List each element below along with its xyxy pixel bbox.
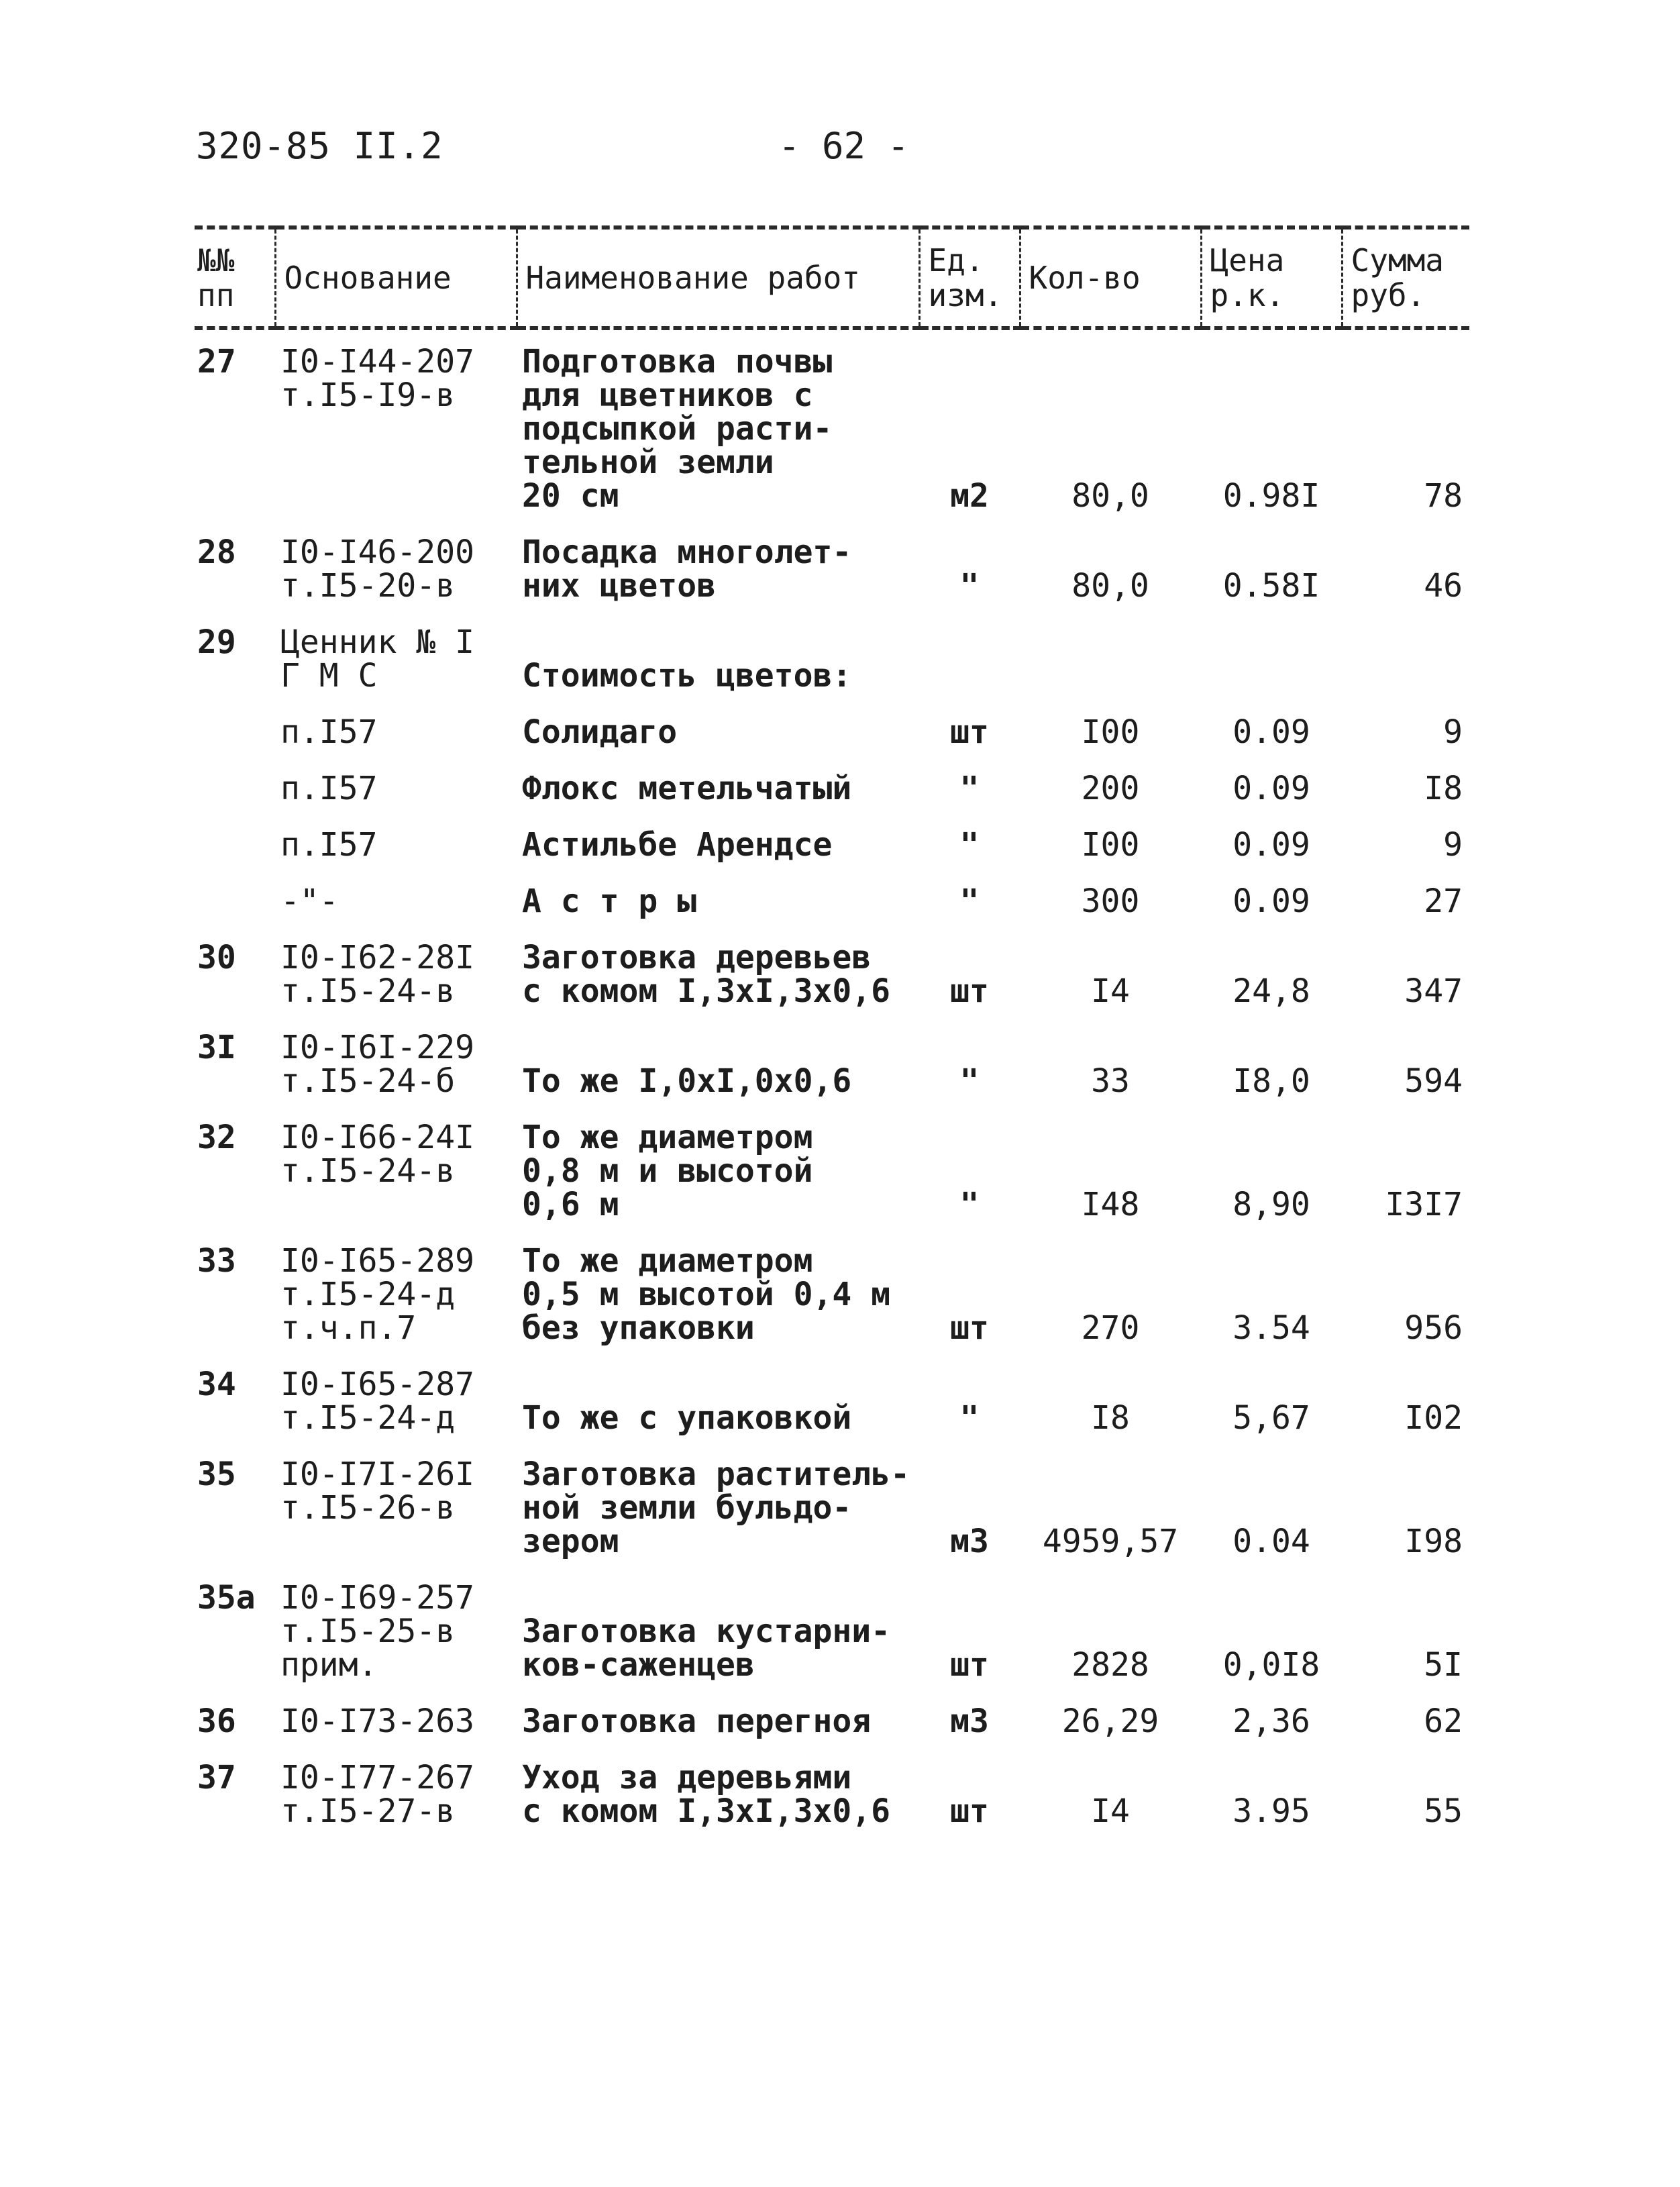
cell-unit: м3 [950, 1702, 989, 1740]
cell-sum: 5I [1424, 1646, 1463, 1684]
cell-basis [275, 1443, 517, 1566]
name-line: То же с упаковкой [522, 1399, 852, 1437]
cell-name [517, 870, 919, 926]
cell-num: 35 [197, 1456, 236, 1493]
column-header-name: Наименование работ [517, 227, 919, 328]
cell-sum: 9 [1443, 826, 1463, 864]
name-line: То же I,0xI,0x0,6 [522, 1062, 852, 1100]
cell-price: 0.09 [1232, 826, 1310, 864]
basis-line: т.I5-24-б [280, 1062, 456, 1100]
basis-line: т.I5-25-в [280, 1613, 456, 1650]
cell-num: 35а [197, 1579, 256, 1617]
name-line: 20 см [522, 477, 619, 515]
cell-basis [275, 926, 517, 1016]
name-line: ной земли бульдо- [522, 1489, 852, 1527]
basis-line: прим. [280, 1646, 378, 1684]
basis-line: I0-I65-289 [280, 1242, 474, 1280]
name-line: подсыпкой расти- [522, 410, 833, 448]
table-row [195, 1353, 1469, 1443]
table-header-row [195, 227, 1469, 328]
cell-num [195, 870, 275, 926]
basis-line: I0-I6I-229 [280, 1029, 474, 1066]
cell-unit: шт [950, 1309, 989, 1347]
name-line: Флокс метельчатый [522, 770, 852, 807]
page-number: - 62 - [778, 125, 910, 167]
table-row [195, 926, 1469, 1016]
cell-name [517, 1746, 919, 1836]
cell-unit: " [959, 882, 980, 920]
table-body [195, 328, 1469, 1836]
cell-price: 24,8 [1232, 972, 1310, 1010]
cell-price: 0.09 [1232, 770, 1310, 807]
column-header-num: №№ пп [195, 227, 275, 328]
basis-line: п.I57 [280, 770, 378, 807]
table-row [195, 328, 1469, 521]
table-row [195, 1016, 1469, 1106]
cell-qty: 80,0 [1071, 567, 1149, 605]
cell-num [195, 757, 275, 813]
column-header-basis: Основание [275, 227, 517, 328]
cell-unit: " [959, 826, 980, 864]
cell-price: 0.09 [1232, 713, 1310, 751]
name-line: тельной земли [522, 444, 774, 481]
name-line: ков-саженцев [522, 1646, 755, 1684]
basis-line: т.I5-26-в [280, 1489, 456, 1527]
cell-price: 0,0I8 [1222, 1646, 1320, 1684]
cell-qty: I8 [1091, 1399, 1130, 1437]
cell-sum: 594 [1404, 1062, 1463, 1100]
name-line: Заготовка перегноя [522, 1702, 872, 1740]
cell-sum: 46 [1424, 567, 1463, 605]
cell-sum: I98 [1404, 1523, 1463, 1560]
cell-name [517, 701, 919, 757]
cell-name [517, 926, 919, 1016]
cell-price: 0.09 [1232, 882, 1310, 920]
name-line: Заготовка кустарни- [522, 1613, 891, 1650]
column-header-unit: Ед. изм. [919, 227, 1020, 328]
table-header [195, 227, 1469, 328]
cell-num: 33 [197, 1242, 236, 1280]
cell-sum: 62 [1424, 1702, 1463, 1740]
cell-name [517, 1443, 919, 1566]
cell-qty: 300 [1081, 882, 1140, 920]
cell-qty: I4 [1091, 972, 1130, 1010]
cell-name [517, 521, 919, 611]
basis-line: т.I5-24-д [280, 1276, 456, 1313]
name-line: Солидаго [522, 713, 678, 751]
basis-line: I0-I44-207 [280, 343, 474, 380]
cell-name [517, 611, 919, 701]
cell-qty: 2828 [1071, 1646, 1149, 1684]
table-row [195, 813, 1469, 870]
cell-basis [275, 1746, 517, 1836]
table-row [195, 1229, 1469, 1353]
basis-line: I0-I62-28I [280, 939, 474, 976]
cell-basis [275, 870, 517, 926]
cell-qty: I4 [1091, 1792, 1130, 1830]
cell-price: I8,0 [1232, 1062, 1310, 1100]
cell-num [195, 701, 275, 757]
cell-basis [275, 1566, 517, 1690]
cell-name [517, 757, 919, 813]
basis-line: п.I57 [280, 713, 378, 751]
cell-basis [275, 757, 517, 813]
cell-unit: м3 [950, 1523, 989, 1560]
basis-line: -"- [280, 882, 339, 920]
name-line: для цветников с [522, 376, 813, 414]
cell-unit: шт [950, 972, 989, 1010]
column-header-sum: Сумма руб. [1342, 227, 1469, 328]
cell-unit: " [959, 567, 980, 605]
basis-line: I0-I66-24I [280, 1119, 474, 1156]
cell-sum: 78 [1424, 477, 1463, 515]
cell-name [517, 813, 919, 870]
cell-qty: 26,29 [1061, 1702, 1159, 1740]
cell-unit: шт [950, 1646, 989, 1684]
name-line: зером [522, 1523, 619, 1560]
cell-basis [275, 1690, 517, 1746]
name-line: 0,8 м и высотой [522, 1152, 813, 1190]
cell-num: 30 [197, 939, 236, 976]
basis-line: I0-I65-287 [280, 1366, 474, 1403]
cell-qty [1020, 611, 1201, 701]
cell-name [517, 1566, 919, 1690]
cell-basis [275, 521, 517, 611]
table-row [195, 521, 1469, 611]
estimate-table-wrapper [195, 225, 1469, 1836]
basis-line: I0-I73-263 [280, 1702, 474, 1740]
cell-basis [275, 1229, 517, 1353]
cell-num: 28 [197, 533, 236, 571]
cell-price: 3.95 [1232, 1792, 1310, 1830]
column-header-qty: Кол-во [1020, 227, 1201, 328]
cell-unit: " [959, 1186, 980, 1223]
name-line: с комом I,3xI,3x0,6 [522, 972, 891, 1010]
basis-line: т.I5-I9-в [280, 376, 456, 414]
cell-qty: 33 [1091, 1062, 1130, 1100]
basis-line: Г М С [280, 657, 378, 695]
cell-num: 29 [197, 623, 236, 661]
cell-price: 2,36 [1232, 1702, 1310, 1740]
table-row [195, 611, 1469, 701]
cell-price [1201, 611, 1342, 701]
cell-unit: м2 [950, 477, 989, 515]
cell-price: 5,67 [1232, 1399, 1310, 1437]
table-row [195, 870, 1469, 926]
cell-num: 27 [197, 343, 236, 380]
cell-price: 0.58I [1222, 567, 1320, 605]
cell-sum [1342, 611, 1469, 701]
name-line: Заготовка деревьев [522, 939, 872, 976]
basis-line: т.I5-24-в [280, 972, 456, 1010]
name-line: Посадка многолет- [522, 533, 852, 571]
cell-num: 32 [197, 1119, 236, 1156]
cell-num: 36 [197, 1702, 236, 1740]
cell-unit: " [959, 1062, 980, 1100]
table-row [195, 757, 1469, 813]
cell-basis [275, 1016, 517, 1106]
cell-qty: 80,0 [1071, 477, 1149, 515]
cell-name [517, 328, 919, 521]
basis-line: I0-I69-257 [280, 1579, 474, 1617]
cell-basis [275, 328, 517, 521]
name-line: 0,5 м высотой 0,4 м [522, 1276, 891, 1313]
cell-name [517, 1353, 919, 1443]
cell-price: 8,90 [1232, 1186, 1310, 1223]
table-row [195, 1566, 1469, 1690]
basis-line: п.I57 [280, 826, 378, 864]
name-line: Подготовка почвы [522, 343, 833, 380]
name-line: Стоимость цветов: [522, 657, 852, 695]
cell-sum: 956 [1404, 1309, 1463, 1347]
basis-line: т.I5-20-в [280, 567, 456, 605]
cell-sum: I02 [1404, 1399, 1463, 1437]
cell-name [517, 1690, 919, 1746]
cell-name [517, 1106, 919, 1229]
cell-unit: " [959, 1399, 980, 1437]
cell-num: 34 [197, 1366, 236, 1403]
table-row [195, 1690, 1469, 1746]
cell-sum: 347 [1404, 972, 1463, 1010]
cell-name [517, 1016, 919, 1106]
name-line: 0,6 м [522, 1186, 619, 1223]
cell-qty: I00 [1081, 826, 1140, 864]
cell-basis [275, 611, 517, 701]
cell-sum: 27 [1424, 882, 1463, 920]
table-row [195, 1746, 1469, 1836]
cell-basis [275, 1106, 517, 1229]
cell-qty: I48 [1081, 1186, 1140, 1223]
cell-basis [275, 1353, 517, 1443]
cell-num [195, 813, 275, 870]
cell-qty: 270 [1081, 1309, 1140, 1347]
basis-line: т.I5-24-д [280, 1399, 456, 1437]
basis-line: Ценник № I [280, 623, 474, 661]
name-line: То же диаметром [522, 1119, 813, 1156]
cell-qty: 200 [1081, 770, 1140, 807]
basis-line: I0-I77-267 [280, 1759, 474, 1796]
cell-price: 0.04 [1232, 1523, 1310, 1560]
estimate-table [195, 225, 1469, 1836]
table-row [195, 1443, 1469, 1566]
cell-unit: " [959, 770, 980, 807]
basis-line: т.ч.п.7 [280, 1309, 417, 1347]
basis-line: т.I5-27-в [280, 1792, 456, 1830]
document-code: 320-85 II.2 [196, 125, 443, 167]
basis-line: т.I5-24-в [280, 1152, 456, 1190]
name-line: Астильбе Арендсе [522, 826, 833, 864]
name-line: них цветов [522, 567, 716, 605]
cell-price: 0.98I [1222, 477, 1320, 515]
column-header-price: Цена р.к. [1201, 227, 1342, 328]
cell-qty: 4959,57 [1042, 1523, 1179, 1560]
name-line: Заготовка раститель- [522, 1456, 910, 1493]
cell-sum: I8 [1424, 770, 1463, 807]
name-line: То же диаметром [522, 1242, 813, 1280]
name-line: А с т р ы [522, 882, 697, 920]
cell-sum: 9 [1443, 713, 1463, 751]
table-row [195, 701, 1469, 757]
cell-basis [275, 813, 517, 870]
cell-name [517, 1229, 919, 1353]
cell-basis [275, 701, 517, 757]
name-line: с комом I,3xI,3x0,6 [522, 1792, 891, 1830]
cell-sum: 55 [1424, 1792, 1463, 1830]
cell-unit [919, 611, 1020, 701]
cell-num: 3I [197, 1029, 236, 1066]
cell-unit: шт [950, 1792, 989, 1830]
cell-unit: шт [950, 713, 989, 751]
cell-price: 3.54 [1232, 1309, 1310, 1347]
basis-line: I0-I7I-26I [280, 1456, 474, 1493]
cell-qty: I00 [1081, 713, 1140, 751]
table-row [195, 1106, 1469, 1229]
name-line: без упаковки [522, 1309, 755, 1347]
name-line: Уход за деревьями [522, 1759, 852, 1796]
cell-sum: I3I7 [1385, 1186, 1463, 1223]
basis-line: I0-I46-200 [280, 533, 474, 571]
cell-num: 37 [197, 1759, 236, 1796]
